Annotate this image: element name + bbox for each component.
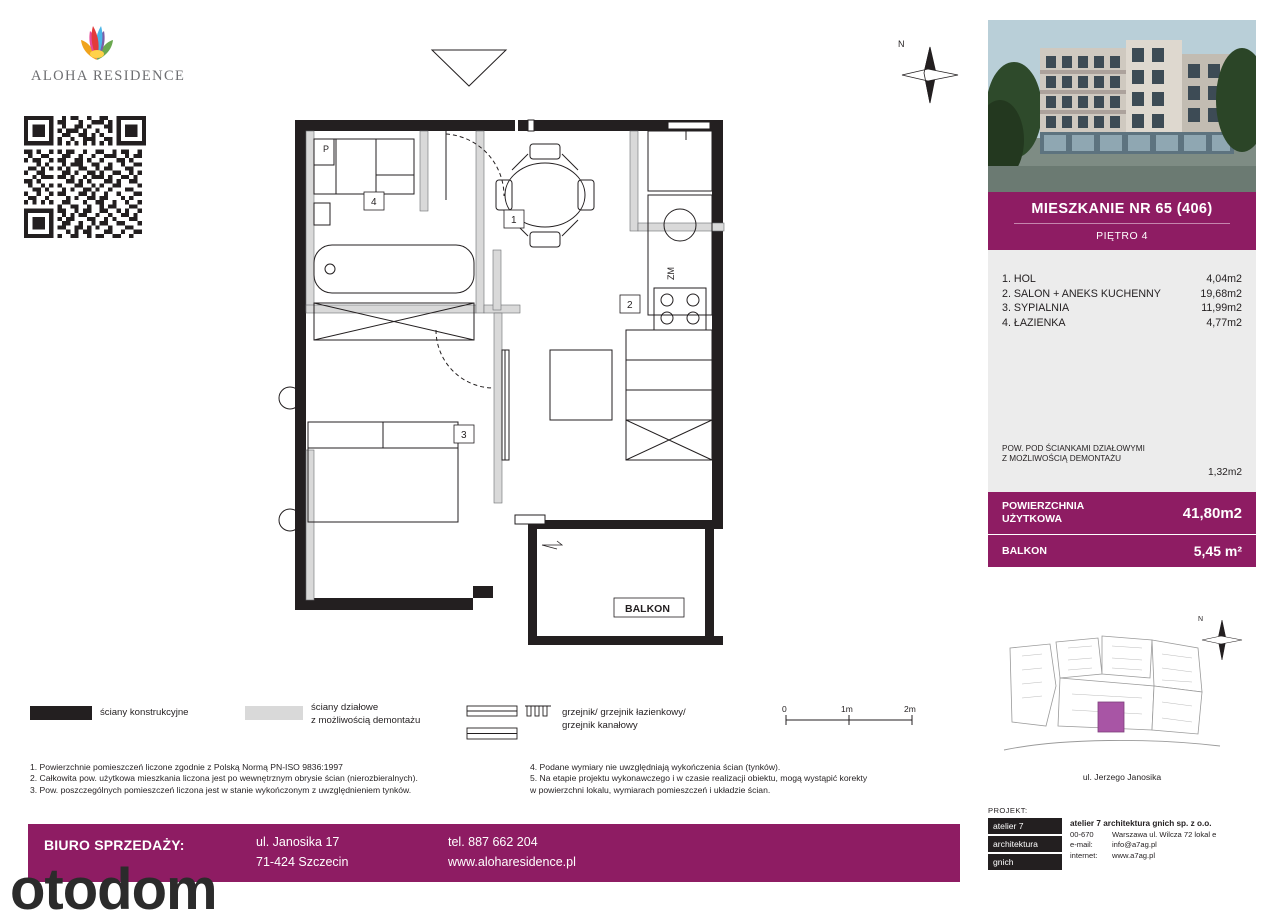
room-row (1002, 272, 1242, 287)
building-photo (988, 20, 1256, 192)
radiator-icon (465, 702, 565, 742)
info-panel (988, 20, 1256, 568)
radiator-label (562, 706, 686, 732)
room-label: 4. ŁAZIENKA (1002, 316, 1066, 329)
partition-wall-label-line2: z możliwością demontażu (311, 715, 421, 726)
sales-address-line2: 71-424 Szczecin (256, 855, 349, 869)
architect-logo-line3: gnich (988, 854, 1062, 870)
note-5-cont: w powierzchni lokalu, wymiarach pomieszczeń i układzie ścian. (530, 784, 771, 795)
architect-logo-line2: architektura (988, 836, 1062, 852)
room-list (988, 250, 1256, 492)
usable-area-label-1: POWIERZCHNIA (1002, 500, 1085, 512)
svg-text:1: 1 (511, 215, 517, 226)
structural-wall-swatch (30, 706, 92, 720)
demountable-walls-note (1002, 444, 1242, 478)
room-label: 1. HOL (1002, 273, 1036, 285)
usable-area-value: 41,80m2 (1182, 504, 1242, 522)
note-5: 5. Na etapie projektu wykonawczego i w czasie realizacji obiektu, mogą wystąpić korekty (530, 773, 868, 784)
room-row (1002, 316, 1242, 331)
partition-wall-label-line1: ściany działowe (311, 702, 379, 713)
demountable-note-line1: POW. POD ŚCIANKAMI DZIAŁOWYMI (1002, 444, 1145, 453)
room-area: 4,77m2 (1206, 316, 1242, 329)
usable-area-label-2: UŻYTKOWA (1002, 513, 1063, 525)
notes-left (30, 762, 530, 796)
svg-text:1m: 1m (841, 706, 853, 714)
lotus-flower-icon (66, 18, 128, 62)
project-credits (988, 806, 1256, 872)
scale-bar (782, 706, 922, 728)
room-area: 4,04m2 (1206, 273, 1242, 285)
notes-right (530, 762, 990, 796)
architect-email-key: e-mail: (1070, 840, 1093, 850)
svg-text:BALKON: BALKON (625, 603, 670, 615)
balcony-area-value: 5,45 m² (1193, 543, 1242, 559)
legend (30, 700, 950, 760)
sales-phone[interactable]: tel. 887 662 204 (448, 835, 538, 849)
architect-internet-value[interactable]: www.a7ag.pl (1112, 850, 1156, 860)
note-3: 3. Pow. poszczególnych pomieszczeń liczona jest w stanie wykończonym z uwzględnieniem tynków. (30, 784, 412, 795)
watermark: otodom (10, 857, 217, 922)
structural-wall-label: ściany konstrukcyjne (100, 707, 189, 718)
svg-text:N: N (1198, 616, 1204, 623)
divider (1014, 223, 1230, 224)
svg-text:0: 0 (782, 706, 787, 714)
apartment-header (988, 192, 1256, 250)
svg-text:3: 3 (461, 430, 467, 441)
sales-website[interactable]: www.aloharesidence.pl (448, 855, 576, 869)
architect-postcode: 00-670 (1070, 829, 1094, 839)
architect-info (1070, 818, 1216, 872)
site-minimap (988, 612, 1256, 788)
svg-text:4: 4 (371, 197, 377, 208)
demountable-note-line2: Z MOŻLIWOŚCIĄ DEMONTAŻU (1002, 454, 1122, 463)
qr-code-icon (24, 116, 146, 238)
architect-company: atelier 7 architektura gnich sp. z o.o. (1070, 819, 1212, 828)
note-1: 1. Powierzchnie pomieszczeń liczone zgodnie z Polską Normą PN-ISO 9836:1997 (30, 762, 343, 772)
apartment-floor: PIĘTRO 4 (1096, 230, 1148, 242)
room-label: 2. SALON + ANEKS KUCHENNY (1002, 287, 1161, 300)
balcony-area-row (988, 535, 1256, 568)
partition-wall-label (311, 701, 420, 727)
architect-email-value[interactable]: info@a7ag.pl (1112, 840, 1157, 850)
sales-address-line1: ul. Janosika 17 (256, 835, 340, 849)
room-row (1002, 301, 1242, 316)
svg-text:2: 2 (627, 300, 633, 311)
architect-logo-line1: atelier 7 (988, 818, 1062, 834)
brand-logo (28, 18, 198, 90)
demountable-area: 1,32m2 (1208, 467, 1242, 478)
project-caption: PROJEKT: (988, 806, 1028, 815)
apartment-title: MIESZKANIE NR 65 (406) (1031, 201, 1213, 217)
radiator-label-line2: grzejnik kanałowy (562, 720, 638, 731)
note-2: 2. Całkowita pow. użytkowa mieszkania liczona jest po wewnętrznym obrysie ścian (nierozbieralnych). (30, 773, 418, 784)
usable-area-row (988, 492, 1256, 535)
street-label: ul. Jerzego Janosika (1082, 772, 1162, 782)
balcony-area-label: BALKON (1002, 544, 1047, 557)
note-4: 4. Podane wymiary nie uwzględniają wykończenia ścian (tynków). (530, 762, 781, 772)
room-area: 11,99m2 (1201, 302, 1242, 314)
svg-text:P: P (323, 144, 330, 154)
radiator-label-line1: grzejnik/ grzejnik łazienkowy/ (562, 707, 686, 718)
brand-name: ALOHA RESIDENCE (31, 68, 186, 84)
svg-text:N: N (898, 39, 905, 49)
svg-text:2m: 2m (904, 706, 916, 714)
svg-text:ZM: ZM (666, 267, 676, 280)
sales-office-label: BIURO SPRZEDAŻY: (44, 837, 185, 853)
architect-logo (988, 818, 1062, 872)
architect-internet-key: internet: (1070, 850, 1098, 860)
floorplan-drawing (250, 20, 970, 680)
architect-address: Warszawa ul. Wilcza 72 lokal e (1112, 829, 1217, 839)
room-row (1002, 287, 1242, 302)
room-label: 3. SYPIALNIA (1002, 302, 1070, 314)
partition-wall-swatch (245, 706, 303, 720)
room-area: 19,68m2 (1200, 287, 1242, 300)
